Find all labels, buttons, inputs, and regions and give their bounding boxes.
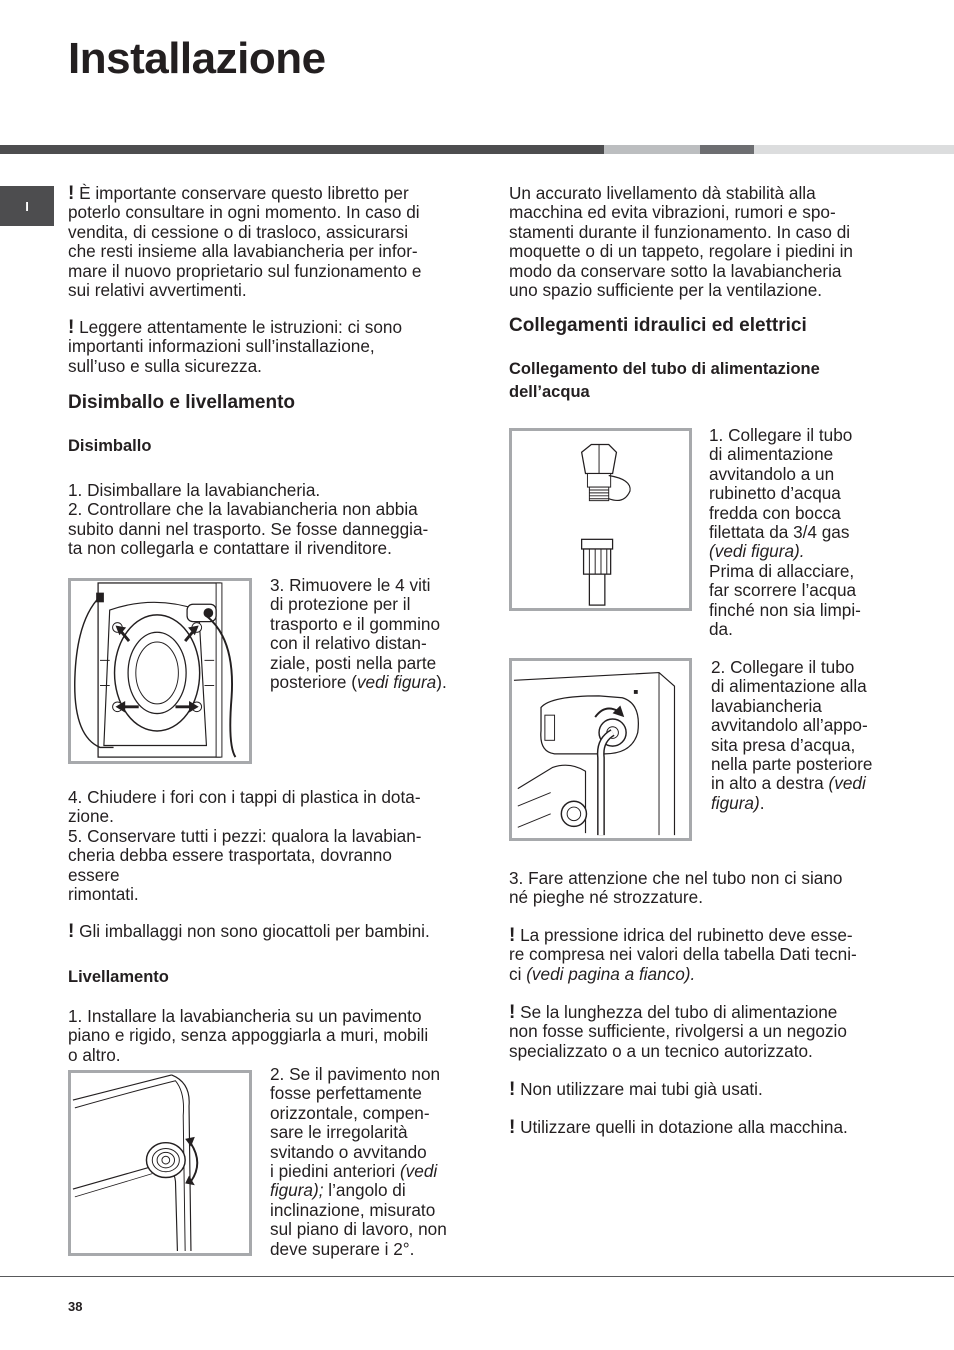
warning-icon: !	[509, 925, 516, 946]
figure-rear-transport-screws	[68, 578, 252, 764]
section-title-collegamenti: Collegamenti idraulici ed elettrici	[509, 315, 807, 336]
livellamento-step-2: 2. Se il pavimento non fosse perfettamente orizzontale, compen- sare le irregolarità svitando o avvitando i piedini anteriori (vedi figura); l’angolo di inclinazione, misurato sul piano di lavoro, non deve superare i 2°.	[270, 1064, 447, 1259]
washer-inlet-illustration	[512, 661, 689, 838]
warning-icon: !	[509, 1079, 516, 1100]
language-tab: I	[0, 186, 54, 226]
intro-warning-2: ! Leggere attentamente le istruzioni: ci sono importanti informazioni sull’installazione, sull’uso e sulla sicurezza.	[68, 317, 403, 376]
disimballo-step-3: 3. Rimuovere le 4 viti di protezione per il trasporto e il gommino con il relativo distan- ziale, posti nella parte posteriore (vedi figura).	[270, 575, 447, 693]
leveling-explanation: Un accurato livellamento dà stabilità alla macchina ed evita vibrazioni, rumori e spo- stamenti durante il funzionamento. In caso di moquette o di un tappeto, regolare i piedini in modo da conservare sotto la lavabiancheria uno spazio sufficiente per la ventilazione.	[509, 183, 853, 301]
footer-divider	[0, 1276, 954, 1277]
page-title: Installazione	[68, 34, 326, 83]
hose-length-warning: ! Se la lunghezza del tubo di alimentazione non fosse sufficiente, rivolgersi a un negozio specializzato o a un tecnico autorizzato.	[509, 1002, 847, 1061]
figure-adjustable-feet	[68, 1070, 252, 1256]
header-bar-light	[604, 145, 700, 154]
water-connection-step-1: 1. Collegare il tubo di alimentazione avvitandolo a un rubinetto d’acqua fredda con bocca filettata da 3/4 gas (vedi figura). Prima di allacciare, far scorrere l’acqua finché non sia limpi- da.	[709, 425, 861, 640]
intro-warning-1: ! È importante conservare questo libretto per poterlo consultare in ogni momento. In caso di vendita, di cessione o di trasloco, assicurarsi che resti insieme alla lavabiancheria per infor- mare il nuovo proprietario sul funzionamento e sui relativi avvertimenti.	[68, 183, 422, 301]
tap-and-hose-illustration	[512, 431, 689, 608]
header-bar-dark	[0, 145, 604, 154]
livellamento-step-1: 1. Installare la lavabiancheria su un pavimento piano e rigido, senza appoggiarla a muri, mobili o altro.	[68, 1006, 429, 1065]
section-title-disimballo-livellamento: Disimballo e livellamento	[68, 392, 296, 413]
washer-rear-illustration	[71, 581, 249, 761]
pressure-warning: ! La pressione idrica del rubinetto deve esse- re compresa nei valori della tabella Dati tecni- ci (vedi pagina a fianco).	[509, 925, 857, 984]
disimballo-steps-1-2: 1. Disimballare la lavabiancheria. 2. Controllare che la lavabiancheria non abbia subito danni nel trasporto. Se fosse danneggia- ta non collegarla e contattare il rivenditore.	[68, 480, 429, 559]
subsection-title-disimballo: Disimballo	[68, 437, 152, 455]
washer-foot-illustration	[71, 1073, 249, 1253]
water-connection-step-3: 3. Fare attenzione che nel tubo non ci siano né pieghe né strozzature.	[509, 868, 843, 908]
figure-tap-hose	[509, 428, 692, 611]
warning-icon: !	[68, 183, 75, 204]
warning-icon: !	[68, 921, 75, 942]
subsection-title-tubo-alimentazione: Collegamento del tubo di alimentazione dell’acqua	[509, 360, 820, 401]
page-number: 38	[68, 1299, 83, 1314]
water-connection-step-2: 2. Collegare il tubo di alimentazione alla lavabiancheria avvitandolo all’appo- sita presa d’acqua, nella parte posteriore in alto a destra (vedi figura).	[711, 657, 873, 813]
warning-icon: !	[509, 1002, 516, 1023]
header-bar-lighter	[754, 145, 954, 154]
used-hoses-warning: ! Non utilizzare mai tubi già usati.	[509, 1079, 763, 1100]
subsection-title-livellamento: Livellamento	[68, 968, 169, 986]
header-bar-dark-segment	[700, 145, 754, 154]
supplied-hoses-warning: ! Utilizzare quelli in dotazione alla macchina.	[509, 1117, 848, 1138]
warning-icon: !	[68, 317, 75, 338]
packaging-warning: ! Gli imballaggi non sono giocattoli per bambini.	[68, 921, 430, 942]
figure-washer-inlet	[509, 658, 692, 841]
warning-icon: !	[509, 1117, 516, 1138]
disimballo-steps-4-5: 4. Chiudere i fori con i tappi di plastica in dota- zione. 5. Conservare tutti i pezzi: qualora la lavabian- cheria debba essere trasportata, dovranno essere rimontati.	[68, 787, 422, 905]
